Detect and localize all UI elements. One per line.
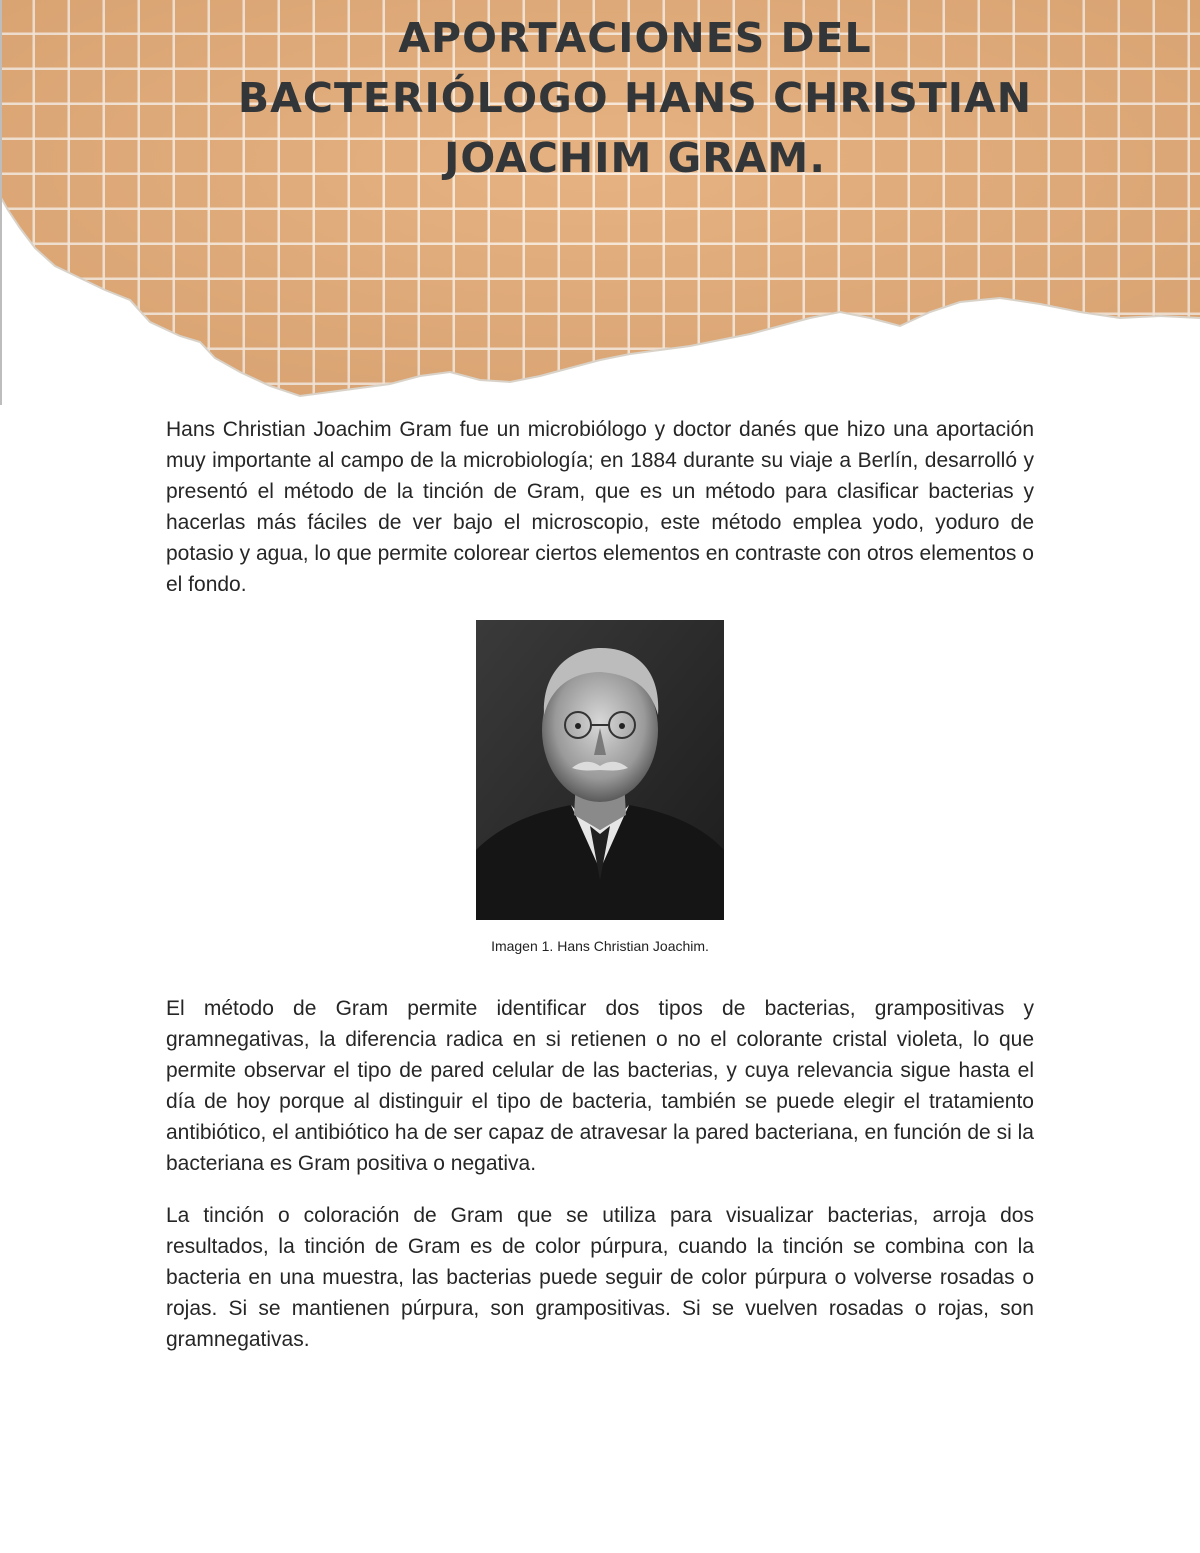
portrait-photo-icon: [476, 620, 724, 920]
title-line-1: APORTACIONES DEL: [398, 14, 872, 62]
page-title: [160, 8, 1110, 188]
portrait-image: [476, 620, 724, 920]
title-line-2: BACTERIÓLOGO HANS CHRISTIAN: [237, 74, 1033, 122]
gram-method-paragraph: El método de Gram permite identificar dos tipos de bacterias, grampositivas y gramnegativas, la diferencia radica en si retienen o no el colorante cristal violeta, lo que permite observar el tipo de pared celular de las bacterias, y cuya relevancia sigue hasta el día de hoy porque al distinguir el tipo de bacteria, también se puede elegir el tratamiento antibiótico, el antibiótico ha de ser capaz de atravesar la pared bacteriana, en función de si la bacteriana es Gram positiva o negativa.: [166, 997, 1034, 1175]
intro-paragraph: Hans Christian Joachim Gram fue un microbiólogo y doctor danés que hizo una aportación muy importante al campo de la microbiología; en 1884 durante su viaje a Berlín, desarrolló y presentó el método de la tinción de Gram, que es un método para clasificar bacterias y hacerlas más fáciles de ver bajo el microscopio, este método emplea yodo, yoduro de potasio y agua, lo que permite colorear ciertos elementos en contraste con otros elementos o el fondo.: [166, 418, 1034, 596]
staining-results-paragraph: La tinción o coloración de Gram que se utiliza para visualizar bacterias, arroja dos resultados, la tinción de Gram es de color púrpura, cuando la tinción se combina con la bacteria en una muestra, las bacterias puede seguir de color púrpura o volverse rosadas o rojas. Si se mantienen púrpura, son grampositivas. Si se vuelven rosadas o rojas, son gramnegativas.: [166, 1204, 1034, 1351]
title-line-3: JOACHIM GRAM.: [444, 134, 826, 182]
figure-caption: Imagen 1. Hans Christian Joachim.: [491, 938, 709, 954]
torn-paper-header: [0, 0, 1200, 410]
